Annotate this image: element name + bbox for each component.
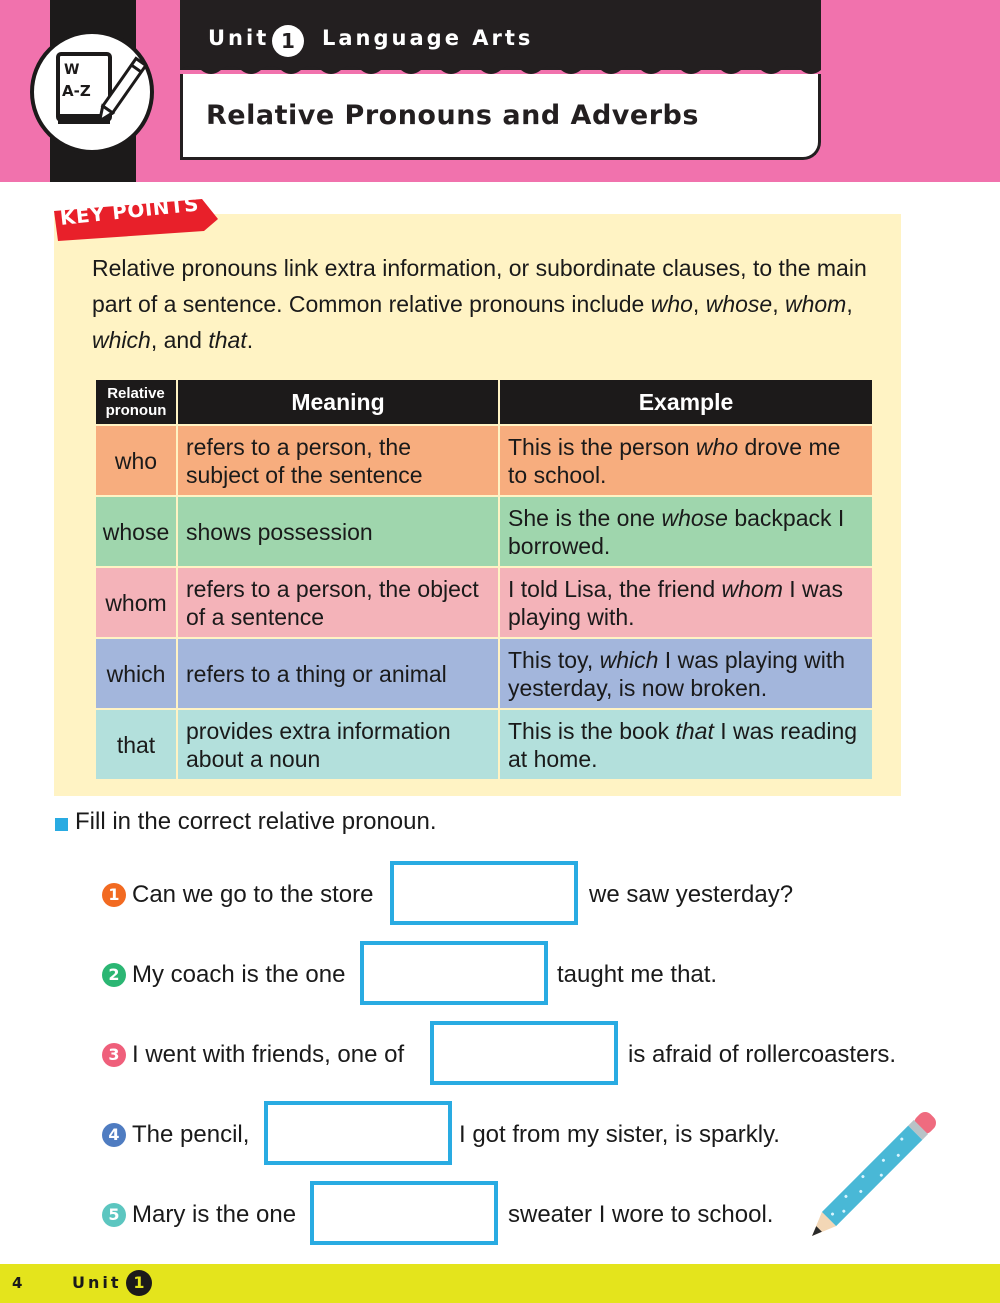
sparkly-pencil-icon [790,1098,950,1258]
example-cell: She is the one whose backpack I borrowed. [499,496,873,567]
logo-text: A-Z [62,82,91,100]
header-pronoun: Relative pronoun [95,379,177,425]
exercise-instruction: Fill in the correct relative pronoun. [75,808,437,835]
header-meaning: Meaning [177,379,499,425]
footer-unit-label: Unit [72,1273,122,1292]
question-3-after: is afraid of rollercoasters. [628,1041,897,1068]
question-number-3: 3 [102,1043,126,1067]
intro-whom: whom [784,291,847,317]
question-1-before: Can we go to the store [132,881,374,908]
intro-which: which [92,327,151,353]
answer-box-3[interactable] [430,1021,618,1085]
intro-end: . [246,327,254,353]
question-4-before: The pencil, [132,1121,250,1148]
pronoun-table [94,378,874,781]
intro-paragraph [92,250,882,358]
question-2-before: My coach is the one [132,961,346,988]
question-1-after: we saw yesterday? [589,881,794,908]
intro-whose: whose [705,291,773,317]
question-3-before: I went with friends, one of [132,1041,405,1068]
question-number-4: 4 [102,1123,126,1147]
intro-sep: , [772,291,785,317]
question-4-after: I got from my sister, is sparkly. [459,1121,780,1148]
meaning-cell: refers to a person, the object of a sentence [177,567,499,638]
table-row [95,496,873,567]
example-cell: I told Lisa, the friend whom I was playing with. [499,567,873,638]
question-number-2: 2 [102,963,126,987]
answer-box-2[interactable] [360,941,548,1005]
example-cell: This is the person who drove me to school. [499,425,873,496]
subject-label: Language Arts [322,26,534,50]
meaning-cell: provides extra information about a noun [177,709,499,780]
intro-who: who [650,291,693,317]
intro-sep: , [846,291,853,317]
instruction-square-icon [55,818,68,831]
answer-box-1[interactable] [390,861,578,925]
pronoun-cell: who [95,425,177,496]
logo-letter: W [64,62,80,78]
unit-number-badge: 1 [272,25,304,57]
question-5-before: Mary is the one [132,1201,297,1228]
intro-text: Relative pronouns link extra information, or subordinate clauses, to the main part of a sentence. Common relative pronouns include [92,255,867,317]
table-row [95,425,873,496]
intro-sep: , [692,291,706,317]
table-row [95,638,873,709]
meaning-cell: refers to a person, the subject of the sentence [177,425,499,496]
table-row [95,567,873,638]
intro-sep: , and [150,327,209,353]
book-pencil-icon [34,34,150,150]
key-points-label: KEY POINTS [58,191,200,230]
example-cell: This toy, which I was playing with yesterday, is now broken. [499,638,873,709]
unit-label: Unit [208,26,270,50]
page-title: Relative Pronouns and Adverbs [206,100,699,131]
pronoun-cell: whom [95,567,177,638]
unit-logo [30,30,154,154]
pronoun-cell: that [95,709,177,780]
question-number-1: 1 [102,883,126,907]
pronoun-cell: whose [95,496,177,567]
pronoun-cell: which [95,638,177,709]
header-example: Example [499,379,873,425]
question-5-after: sweater I wore to school. [508,1201,774,1228]
footer-unit-number: 1 [126,1270,152,1296]
intro-that: that [208,327,247,353]
answer-box-5[interactable] [310,1181,498,1245]
question-number-5: 5 [102,1203,126,1227]
page-number: 4 [12,1274,23,1292]
table-row [95,709,873,780]
question-2-after: taught me that. [557,961,718,988]
example-cell: This is the book that I was reading at home. [499,709,873,780]
table-header-row [95,379,873,425]
meaning-cell: refers to a thing or animal [177,638,499,709]
meaning-cell: shows possession [177,496,499,567]
answer-box-4[interactable] [264,1101,452,1165]
